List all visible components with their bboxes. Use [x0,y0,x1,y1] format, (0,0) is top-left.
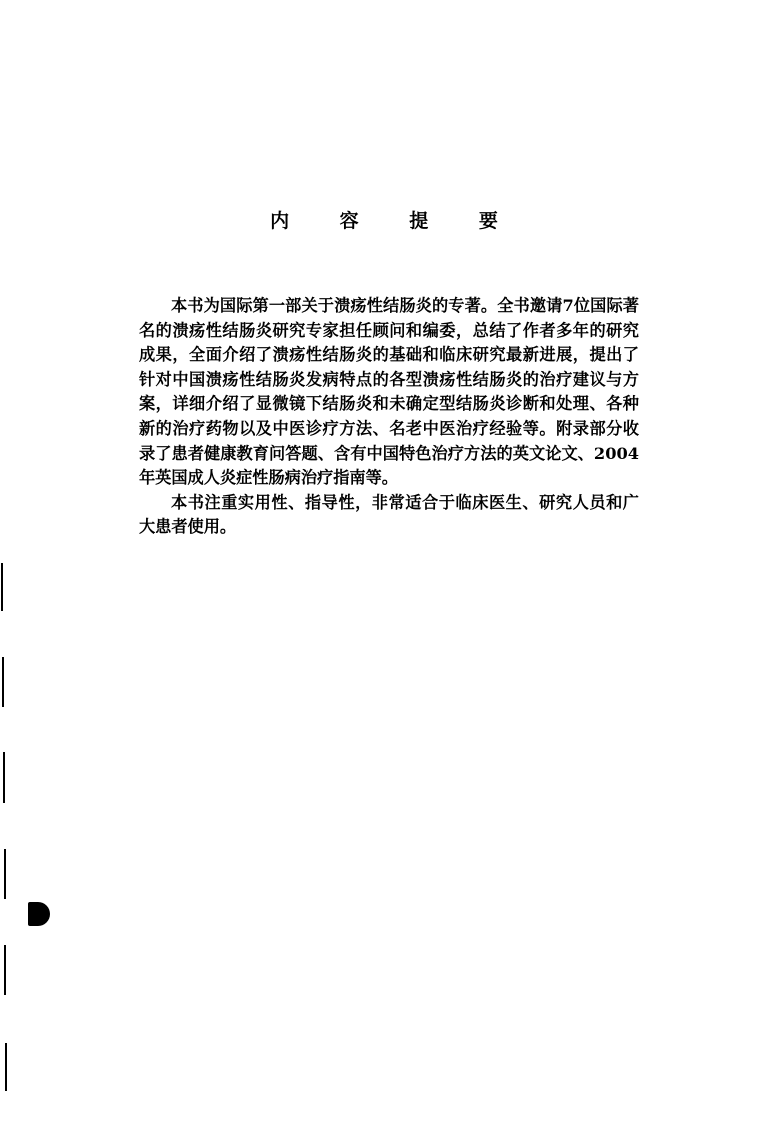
scan-edge-line [5,1043,7,1091]
page-title: 内 容 提 要 [270,210,520,232]
summary-paragraph-1: 本书为国际第一部关于溃疡性结肠炎的专著。全书邀请7位国际著名的溃疡性结肠炎研究专家担任顾问和编委，总结了作者多年的研究成果，全面介绍了溃疡性结肠炎的基础和临床研究最新进展，提出了针对中国溃疡性结肠炎发病特点的各型溃疡性结肠炎的治疗建议与方案，详细介绍了显微镜下结肠炎和未确定型结肠炎诊断和处理、各种新的治疗药物以及中医诊疗方法、名老中医治疗经验等。附录部分收录了患者健康教育问答题、含有中国特色治疗方法的英文论文、2004年英国成人炎症性肠病治疗指南等。 [139,296,639,488]
scan-edge-line [2,657,4,707]
scan-edge-line [4,945,6,995]
scan-edge-line [1,563,3,611]
scan-edge-line [4,849,6,899]
summary-paragraph-2: 本书注重实用性、指导性，非常适合于临床医生、研究人员和广大患者使用。 [139,492,639,537]
scan-punch-hole-mark [28,902,50,926]
summary-body [139,294,639,540]
scan-edge-line [3,752,5,803]
